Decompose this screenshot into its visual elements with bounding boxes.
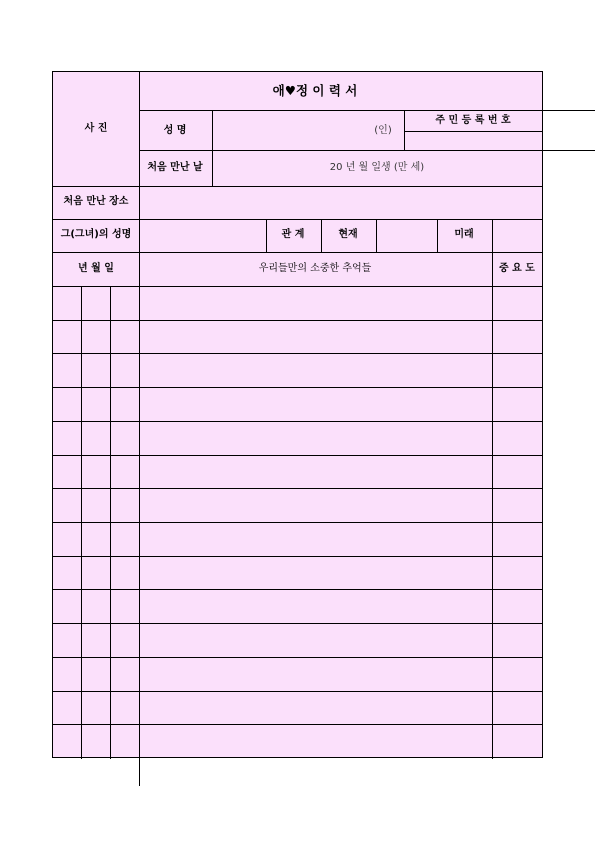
partner-name-label: 그(그녀)의 성명 [60,229,132,240]
future-label: 미래 [454,229,474,240]
title-prefix: 애 [272,83,285,98]
section-divider-3 [53,252,542,253]
table-row[interactable] [53,522,542,557]
heart-icon: ♥ [284,83,296,98]
photo-label: 사 진 [84,123,108,134]
section-divider-1 [53,186,542,187]
partner-divider-1 [266,219,267,252]
memory-header: 우리들만의 소중한 추억들 [258,263,372,274]
table-row[interactable] [53,455,542,490]
id-row-divider [404,131,542,132]
first-met-date-value[interactable]: 20 년 월 일생 (만 세) [329,162,425,173]
partner-divider-4 [437,219,438,252]
photo-box-divider [139,72,140,186]
partner-divider-3 [376,219,377,252]
table-row[interactable] [53,353,542,388]
name-row-divider [139,150,595,151]
section-divider-2 [53,219,542,220]
table-row[interactable] [53,724,542,759]
seal-mark: (인) [374,125,392,136]
id-col-divider [404,110,405,150]
first-met-place-label: 처음 만난 장소 [63,196,129,207]
title-row-divider [139,110,595,111]
id-label: 주 민 등 록 번 호 [435,115,511,126]
table-row[interactable] [53,488,542,523]
current-label: 현재 [338,229,358,240]
first-met-date-label: 처음 만난 날 [147,162,203,173]
table-row[interactable] [53,286,542,320]
name-label: 성 명 [163,125,187,136]
table-row[interactable] [53,320,542,355]
table-row[interactable] [53,657,542,692]
table-row[interactable] [53,691,542,726]
relation-label: 관 계 [281,229,305,240]
importance-header: 중 요 도 [499,263,535,274]
form-title [273,85,358,97]
table-row[interactable] [53,556,542,591]
title-suffix: 정 이 력 서 [295,83,358,98]
date-header: 년 월 일 [78,263,114,274]
label-col-divider [212,110,213,186]
table-row[interactable] [53,623,542,658]
table-row[interactable] [53,387,542,422]
love-resume-form [52,71,543,758]
table-row[interactable] [53,421,542,456]
partner-divider-2 [321,219,322,252]
table-row[interactable] [53,589,542,624]
